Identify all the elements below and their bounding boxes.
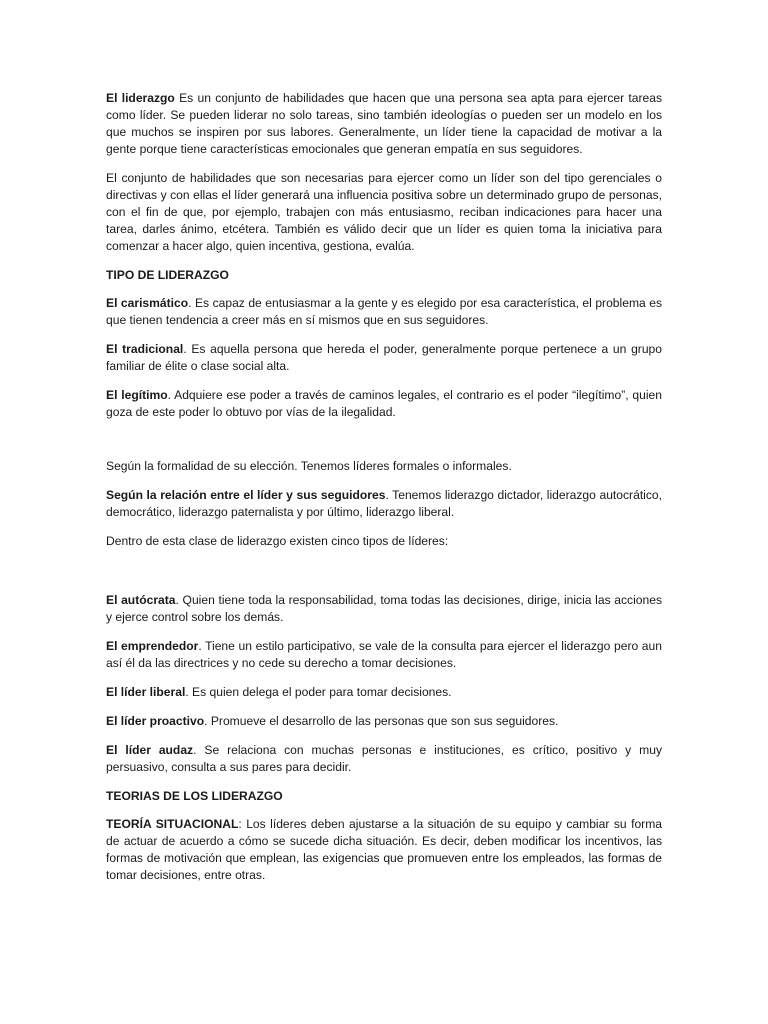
blank-space [106,562,662,592]
term-audaz: El líder audaz [106,743,194,757]
relacion-paragraph [106,487,662,521]
blank-space [106,433,662,458]
lider-autocrata [106,592,662,626]
document-page [106,90,662,896]
lider-proactivo-text: . Promueve el desarrollo de las personas que son sus seguidores. [204,714,559,728]
tipo-carismatico-text: . Es capaz de entusiasmar a la gente y es elegido por esa característica, el problema es que tienen tendencia a creer más en sí mismos que en sus seguidores. [106,296,662,327]
term-autocrata: El autócrata [106,593,176,607]
tipo-legitimo-text: . Adquiere ese poder a través de caminos legales, el contrario es el poder “ilegítimo”, quien goza de este poder lo obtuvo por vías de la ilegalidad. [106,388,662,419]
formalidad-paragraph: Según la formalidad de su elección. Tenemos líderes formales o informales. [106,459,512,473]
teoria-situacional-text: : Los líderes deben ajustarse a la situación de su equipo y cambiar su forma de actuar de acuerdo a cómo se sucede dicha situación. Es decir, deben modificar los incentivos, las formas de motivación que emplean, las exigencias que promueven entre los empleados, las formas de tomar decisiones, entre otras. [106,817,662,882]
term-proactivo: El líder proactivo [106,714,205,728]
tipo-carismatico [106,295,662,329]
term-carismatico: El carismático [106,296,189,310]
term-emprendedor: El emprendedor [106,639,199,653]
lider-liberal [106,684,662,701]
term-relacion: Según la relación entre el líder y sus seguidores [106,488,386,502]
lider-autocrata-text: . Quien tiene toda la responsabilidad, toma todas las decisiones, dirige, inicia las acciones y ejerce control sobre los demás. [106,593,663,624]
lider-audaz-text: . Se relaciona con muchas personas e instituciones, es crítico, positivo y muy persuasivo, consulta a sus pares para decidir. [106,743,662,774]
term-liberal: El líder liberal [106,685,186,699]
teoria-situacional [106,816,662,884]
lider-emprendedor [106,638,662,672]
term-legitimo: El legítimo [106,388,168,402]
tipo-tradicional-text: . Es aquella persona que hereda el poder, generalmente porque pertenece a un grupo familiar de élite o clase social alta. [106,342,662,373]
term-liderazgo: El liderazgo [106,91,175,105]
tipo-tradicional [106,341,662,375]
lider-liberal-text: . Es quien delega el poder para tomar decisiones. [185,685,452,699]
relacion-text: . Tenemos liderazgo dictador, liderazgo autocrático, democrático, liderazgo paternalista y por último, liderazgo liberal. [106,488,662,519]
term-teoria-situacional: TEORÍA SITUACIONAL [106,817,239,831]
lider-proactivo [106,713,662,730]
section-heading-tipos: TIPO DE LIDERAZGO [106,268,229,282]
term-tradicional: El tradicional [106,342,184,356]
clase-paragraph: Dentro de esta clase de liderazgo existen cinco tipos de líderes: [106,534,449,548]
section-heading-teorias: TEORIAS DE LOS LIDERAZGO [106,789,283,803]
lider-audaz [106,742,662,776]
intro-paragraph-2: El conjunto de habilidades que son necesarias para ejercer como un líder son del tipo gerenciales o directivas y con ellas el líder generará una influencia positiva sobre un determinado grupo de personas, con el fin de que, por ejemplo, trabajen con más entusiasmo, reciban indicaciones para hacer una tarea, darles ánimo, etcétera. También es válido decir que un líder es quien toma la iniciativa para comenzar a hacer algo, quien incentiva, gestiona, evalúa. [106,171,662,253]
tipo-legitimo [106,387,662,421]
lider-emprendedor-text: . Tiene un estilo participativo, se vale de la consulta para ejercer el liderazgo pero aun así él da las directrices y no cede su derecho a tomar decisiones. [106,639,662,670]
intro-paragraph-1-text: Es un conjunto de habilidades que hacen que una persona sea apta para ejercer tareas como líder. Se pueden liderar no solo tareas, sino también ideologías o pueden ser un modelo en los que muchos se inspiren por sus labores. Generalmente, un líder tiene la capacidad de motivar a la gente porque tiene características emocionales que generan empatía en sus seguidores. [106,91,663,156]
intro-paragraph-1 [106,90,662,158]
